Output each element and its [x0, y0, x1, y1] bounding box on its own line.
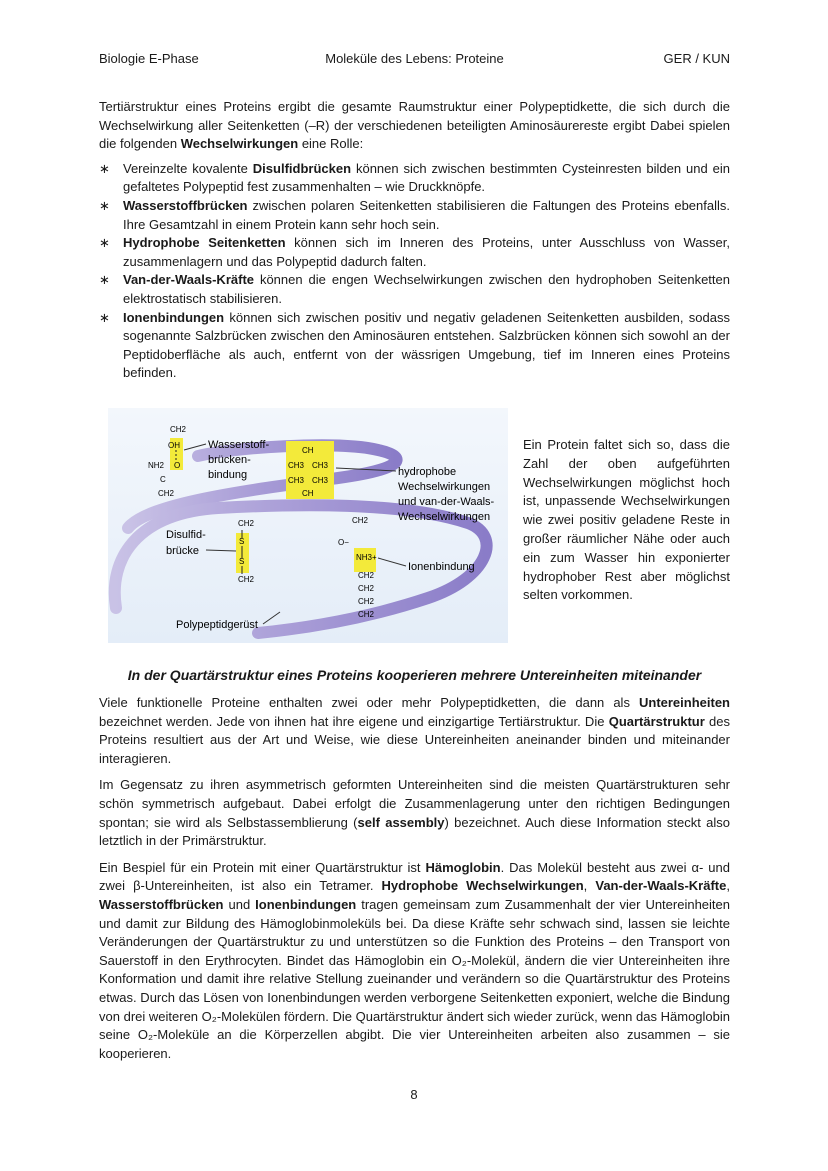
label-hbond-1: Wasserstoff-	[208, 439, 270, 451]
intro-section	[99, 98, 730, 383]
text: ,	[583, 878, 596, 894]
intro-text: Tertiärstruktur eines Proteins ergibt die gesamte Raumstruktur einer Polypeptidkette, die sich durch die Wechselwirkung aller Seitenketten (–R) der verschiedenen beteiligten Aminosäurereste ergibt Dabei spielen die folgenden	[99, 99, 730, 152]
text: Im Gegensatz zu ihren asymmetrisch geformten Untereinheiten sind die meisten Quartärstrukturen sehr schön symmetrisch aufgebaut. Dabei erfolgt die Zusammenlagerung unter den richtigen Bedingungen spontan; sie wird als Selbstassemblierung (	[99, 777, 730, 830]
text: ) bezeichnet. Auch diese Information steckt also letztlich in der Primärstruktur.	[99, 814, 730, 849]
tertiary-structure-figure	[108, 408, 508, 643]
header-authors: GER / KUN	[663, 51, 730, 66]
chem-ch3-4: CH3	[312, 476, 329, 485]
chem-ominus: O−	[338, 538, 349, 547]
bold-term: Van-der-Waals-Kräfte	[595, 878, 727, 894]
list-item-text: können sich zwischen positiv und negativ geladenen Seitenketten ausbilden, sodass sogenannte Salzbrücken zwischen den Aminosäuren entstehen. Salzbrücken können sich sowohl an der Peptidoberfläche als auch, entfernt von der wässrigen Umgebung, tief im Inneren eines Proteins befinden.	[123, 309, 730, 381]
label-disulfid-1: Disulfid-	[166, 529, 206, 541]
list-item-text: können sich zwischen bestimmten Cysteinresten bilden und ein gefaltetes Polypeptid fest zusammenhalten – wie Druckknöpfe.	[123, 160, 730, 195]
intro-paragraph	[99, 98, 730, 154]
chem-ch2-2: CH2	[158, 489, 175, 498]
label-hydro-3: und van-der-Waals-	[398, 496, 495, 508]
chem-nh3: NH3+	[356, 553, 377, 562]
label-hbond-3: bindung	[208, 469, 248, 481]
label-disulfid-2: brücke	[166, 545, 200, 557]
paragraph	[99, 776, 730, 850]
interaction-list	[99, 160, 730, 383]
section-heading: In der Quartärstruktur eines Proteins kooperieren mehrere Untereinheiten miteinander	[127, 667, 702, 683]
list-item	[99, 309, 730, 383]
text: des Proteins resultiert aus der Art und Weise, wie diese Untereinheiten aneinander binden und miteinander interagieren.	[99, 713, 730, 766]
chem-c: C	[160, 475, 166, 484]
chem-ch2: CH2	[170, 425, 187, 434]
chem-ch2-8: CH2	[358, 597, 375, 606]
intro-text-end: eine Rolle:	[298, 136, 364, 152]
list-item-text: können die engen Wechselwirkungen zwischen den hydrophoben Seitenketten elektrostatisch stabilisieren.	[123, 272, 730, 306]
list-item-term: Ionenbindungen	[123, 309, 225, 325]
bold-term: Ionenbindungen	[255, 896, 357, 912]
list-item	[99, 234, 730, 271]
paragraph	[99, 694, 730, 768]
chem-s-2: S	[239, 557, 245, 566]
label-hydro-2: Wechselwirkungen	[398, 481, 491, 493]
text: tragen gemeinsam zum Zusammenhalt der vier Untereinheiten und damit zur Bildung des Hämoglobinmoleküls bei. Da diese Kräfte sehr schwach sind, lassen sie leichte Veränderungen der Quartärstruktur zu und unterstützen so die Funktion des Proteins – den Transport von Sauerstoff in den Erythrocyten. Bindet das Hämoglobin ein O₂-Molekül, ändern die vier Untereinheiten ihre Konformation und damit ihre relative Stellung zueinander und verändern so die Quartärstruktur des Proteins etwas. Durch das Lösen von Ionenbindungen werden verborgene Seitenketten exponiert, welche die Bindung von drei weiteren O₂-Molekülen fördern. Die Quartärstruktur ändert sich wieder zurück, wenn das Hämoglobin seine O₂-Moleküle an die Körperzellen abgibt. Die vier Untereinheiten arbeiten also zusammen – sie kooperieren.	[99, 896, 730, 1061]
text: . Das Molekül besteht aus zwei α- und zwei β-Untereinheiten, ist also ein Tetramer.	[99, 859, 730, 894]
text: und	[223, 896, 256, 912]
bold-term: Wasserstoffbrücken	[99, 896, 224, 912]
chem-ch3: CH3	[288, 461, 305, 470]
page-number: 8	[410, 1087, 418, 1102]
chem-ch-2: CH	[302, 489, 314, 498]
chem-s: S	[239, 537, 245, 546]
text: bezeichnet werden. Jede von ihnen hat ihre eigene und einzigartige Tertiärstruktur. Die	[99, 713, 609, 729]
bold-term: Untereinheiten	[638, 695, 730, 710]
text: Viele funktionelle Proteine enthalten zwei oder mehr Polypeptidketten, die dann als	[99, 695, 639, 710]
quaternary-section	[99, 694, 730, 1071]
text: ,	[726, 878, 730, 894]
asterisk-icon: ∗	[99, 235, 110, 251]
list-item	[99, 160, 730, 197]
chem-ch2-4: CH2	[238, 575, 255, 584]
bold-term: Hämoglobin	[425, 859, 501, 875]
chem-ch: CH	[302, 446, 314, 455]
list-item-term: Van-der-Waals-Kräfte	[123, 272, 254, 288]
header-title: Moleküle des Lebens: Proteine	[325, 51, 504, 66]
bold-term: self assembly	[357, 814, 445, 830]
text: Ein Bespiel für ein Protein mit einer Quartärstruktur ist	[99, 859, 426, 875]
paragraph	[99, 859, 730, 1064]
list-item-term: Wasserstoffbrücken	[123, 197, 248, 213]
list-item	[99, 271, 730, 308]
chem-ch2-5: CH2	[352, 516, 369, 525]
chem-ch2-3: CH2	[238, 519, 255, 528]
list-item-term: Disulfidbrücken	[252, 160, 352, 176]
header-subject: Biologie E-Phase	[99, 51, 199, 66]
list-item-pre: Vereinzelte kovalente	[123, 160, 253, 176]
label-backbone: Polypeptidgerüst	[176, 619, 258, 631]
list-item	[99, 197, 730, 234]
label-hydro-4: Wechselwirkungen	[398, 511, 491, 523]
chem-o: O	[174, 461, 181, 470]
chem-ch2-9: CH2	[358, 610, 375, 619]
figure-caption-text: Ein Protein faltet sich so, dass die Zahl der oben aufgeführten Wechselwirkungen möglichst hoch ist, unpassende Wechselwirkungen wie zwei positiv geladene Reste in großer räumlicher Nähe oder auch ein zum Wasser hin exponierter hydrophober Rest aber möglichst selten vorkommen.	[523, 437, 730, 603]
list-item-text: zwischen polaren Seitenketten stabilisieren die Faltungen des Proteins ebenfalls. Ihre Gesamtzahl in einem Protein kann sehr hoch sein.	[123, 197, 730, 232]
list-item-term: Hydrophobe Seitenketten	[123, 235, 286, 251]
label-hbond-2: brücken-	[208, 454, 251, 466]
asterisk-icon: ∗	[99, 309, 110, 325]
chem-ch2-6: CH2	[358, 571, 375, 580]
asterisk-icon: ∗	[99, 197, 110, 213]
bold-term: Hydrophobe Wechselwirkungen	[381, 878, 584, 894]
chem-ch2-7: CH2	[358, 584, 375, 593]
label-ion: Ionenbindung	[408, 561, 475, 573]
chem-ch3-2: CH3	[312, 461, 329, 470]
chem-ch3-3: CH3	[288, 476, 305, 485]
page-header	[99, 51, 730, 69]
bold-term: Quartärstruktur	[608, 713, 705, 729]
asterisk-icon: ∗	[99, 160, 110, 176]
label-hydro-1: hydrophobe	[398, 466, 457, 478]
chem-nh2: NH2	[148, 461, 165, 470]
asterisk-icon: ∗	[99, 272, 110, 288]
chem-oh: OH	[168, 441, 180, 450]
intro-bold: Wechselwirkungen	[180, 136, 299, 152]
list-item-text: können sich im Inneren des Proteins, unter Ausschluss von Wasser, zusammenlagern und das Polypeptid dadurch falten.	[123, 235, 730, 269]
